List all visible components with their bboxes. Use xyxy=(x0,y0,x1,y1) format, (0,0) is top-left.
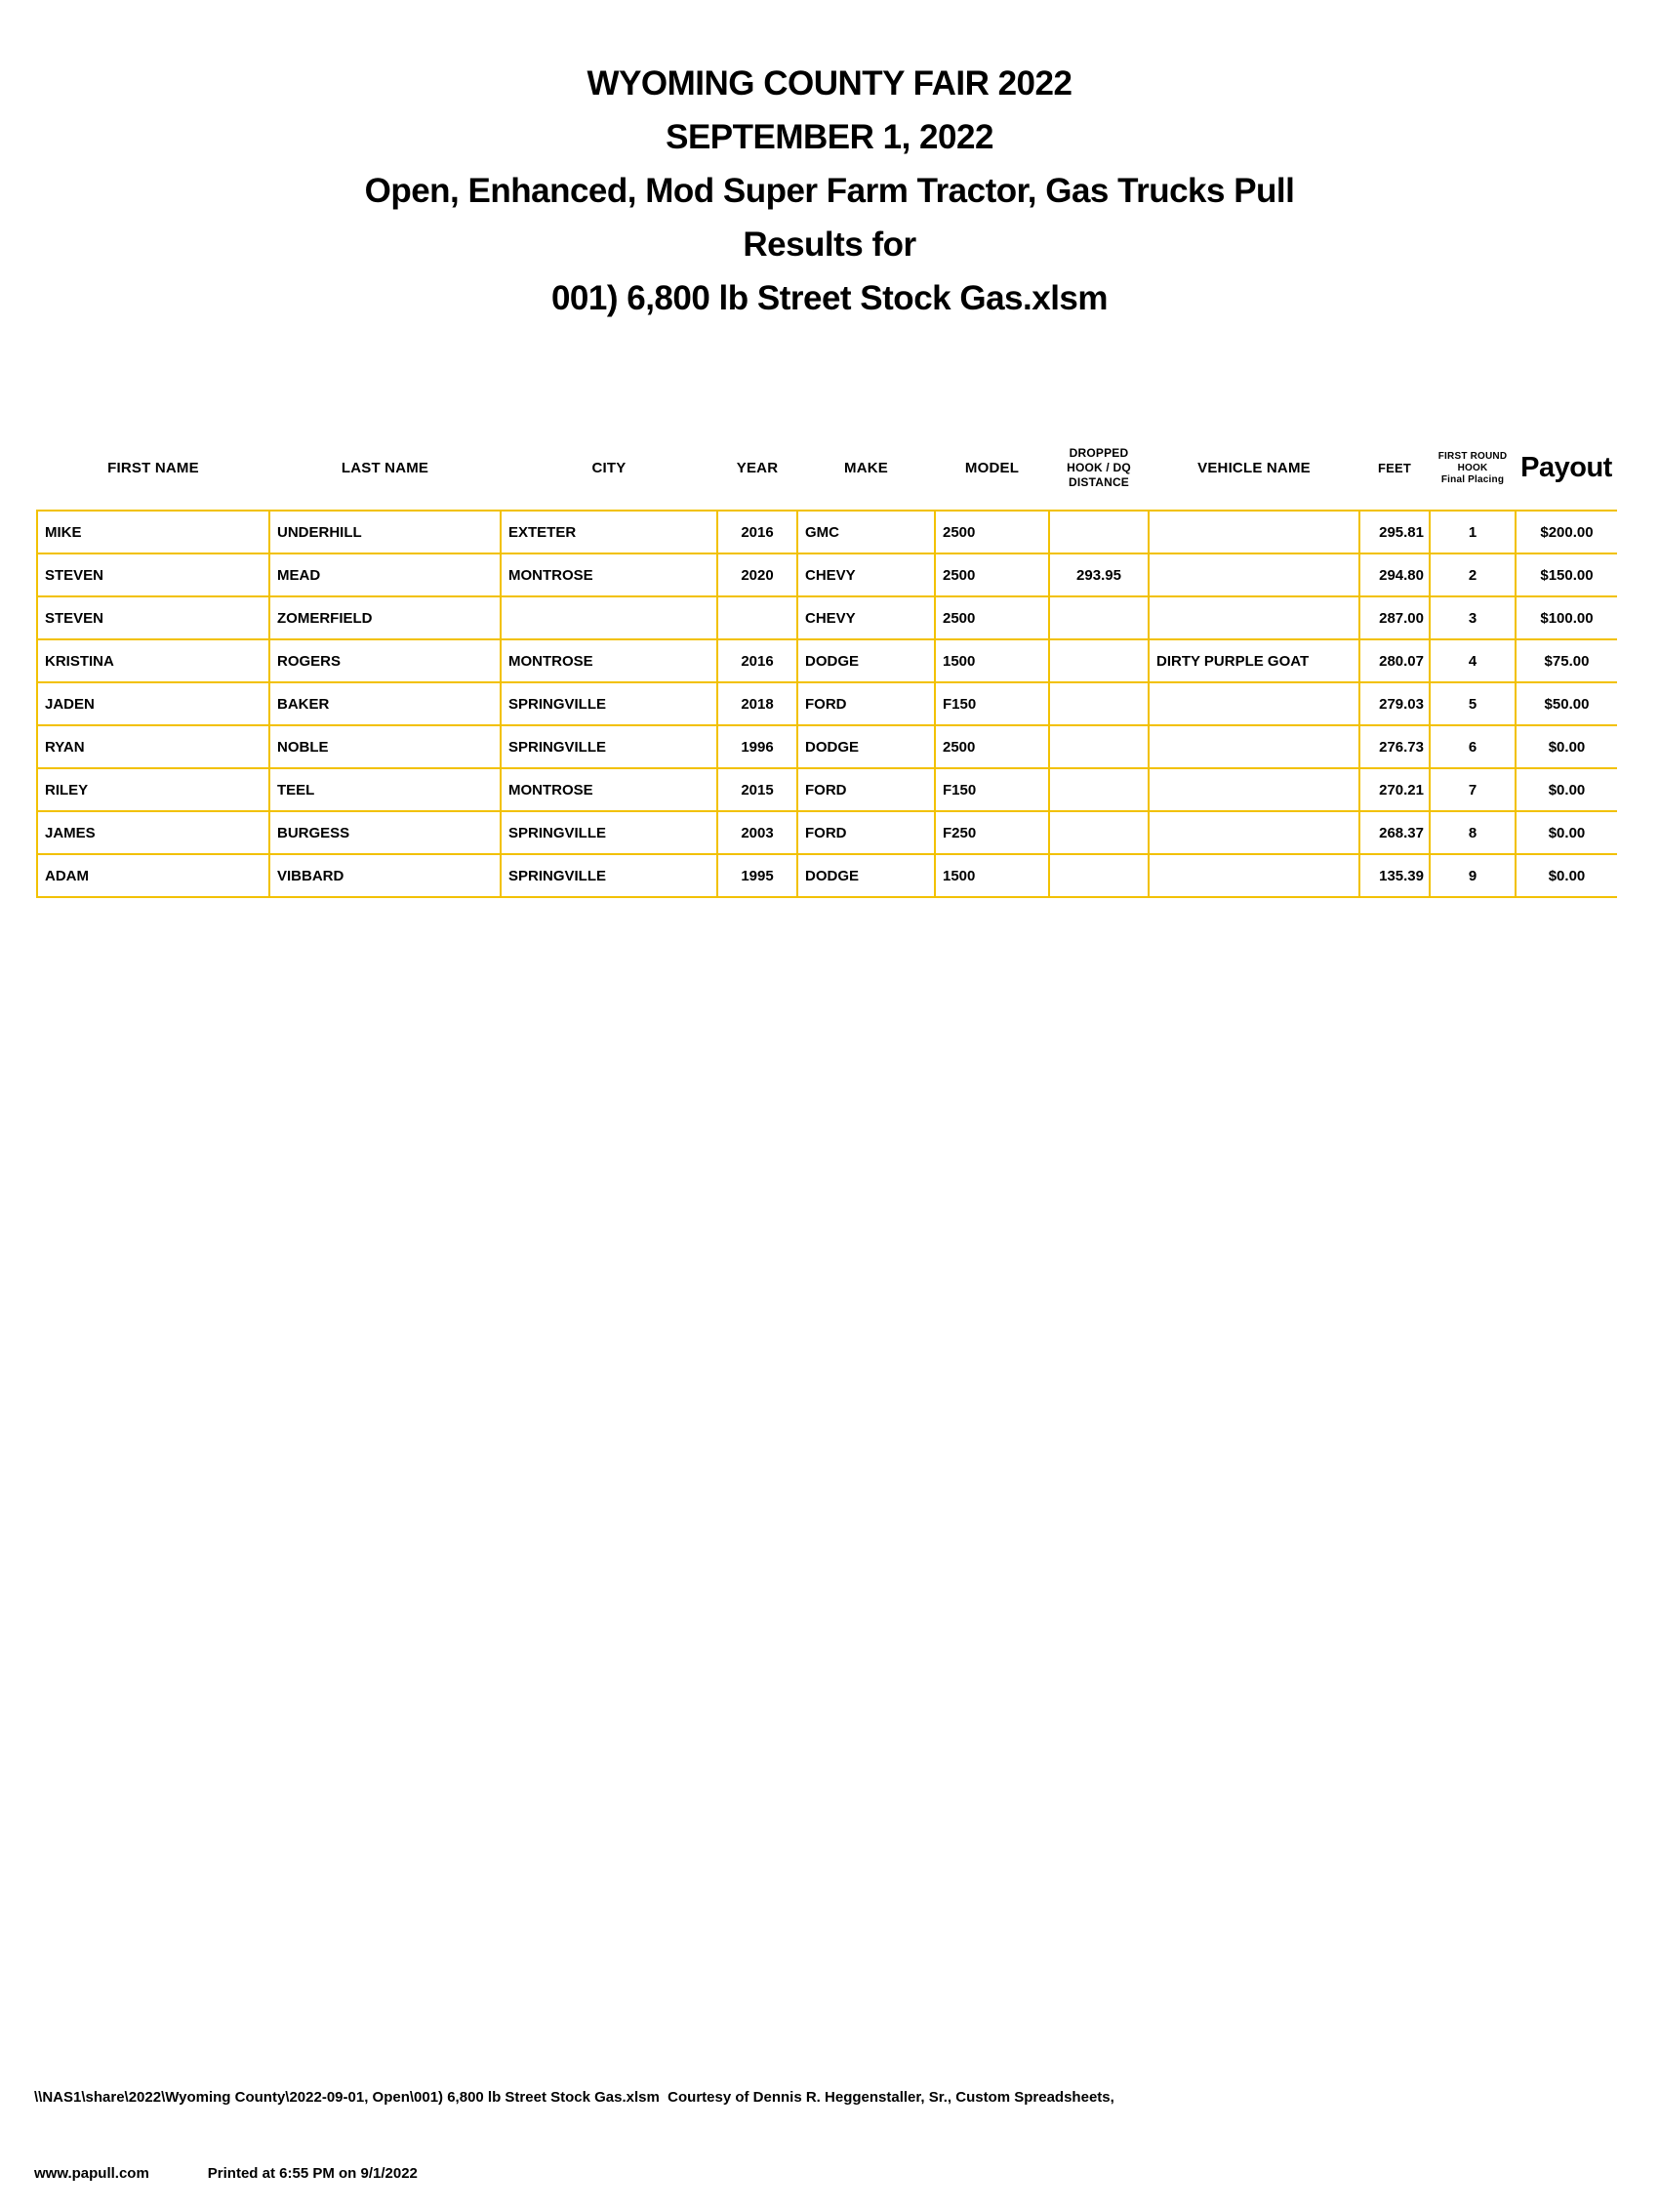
cell-payout: $150.00 xyxy=(1516,553,1617,596)
cell-first-name: KRISTINA xyxy=(37,639,269,682)
cell-model: F150 xyxy=(935,682,1049,725)
cell-payout: $75.00 xyxy=(1516,639,1617,682)
title-block xyxy=(0,57,1659,325)
cell-vehicle-name xyxy=(1149,768,1359,811)
table-row xyxy=(37,553,1617,596)
cell-last-name: TEEL xyxy=(269,768,501,811)
cell-vehicle-name: DIRTY PURPLE GOAT xyxy=(1149,639,1359,682)
cell-first-round-hook-final-placing: 1 xyxy=(1430,511,1516,553)
header-payout: Payout xyxy=(1520,452,1612,483)
footer xyxy=(34,2034,1635,2212)
table-row xyxy=(37,725,1617,768)
cell-model: 2500 xyxy=(935,725,1049,768)
cell-model: 2500 xyxy=(935,596,1049,639)
cell-year: 2016 xyxy=(717,511,797,553)
cell-feet: 294.80 xyxy=(1359,553,1430,596)
title-date: SEPTEMBER 1, 2022 xyxy=(666,118,993,156)
cell-make: DODGE xyxy=(797,725,935,768)
cell-first-name: MIKE xyxy=(37,511,269,553)
cell-last-name: NOBLE xyxy=(269,725,501,768)
header-model: MODEL xyxy=(964,460,1020,476)
cell-first-name: STEVEN xyxy=(37,596,269,639)
cell-first-round-hook-final-placing: 6 xyxy=(1430,725,1516,768)
cell-vehicle-name xyxy=(1149,596,1359,639)
cell-first-name: JAMES xyxy=(37,811,269,854)
cell-city: EXTETER xyxy=(501,511,717,553)
cell-last-name: BAKER xyxy=(269,682,501,725)
table-body xyxy=(37,511,1617,897)
cell-dropped-hook-dq-distance xyxy=(1049,768,1149,811)
cell-dropped-hook-dq-distance xyxy=(1049,811,1149,854)
table-row xyxy=(37,682,1617,725)
cell-payout: $50.00 xyxy=(1516,682,1617,725)
table-row xyxy=(37,511,1617,553)
cell-city: SPRINGVILLE xyxy=(501,811,717,854)
cell-feet: 279.03 xyxy=(1359,682,1430,725)
header-first-round-hook-final-placing: FIRST ROUND HOOK Final Placing xyxy=(1437,450,1508,485)
cell-vehicle-name xyxy=(1149,682,1359,725)
cell-feet: 270.21 xyxy=(1359,768,1430,811)
cell-feet: 276.73 xyxy=(1359,725,1430,768)
cell-first-round-hook-final-placing: 2 xyxy=(1430,553,1516,596)
cell-make: FORD xyxy=(797,682,935,725)
cell-model: F250 xyxy=(935,811,1049,854)
footer-printed-timestamp: Printed at 6:55 PM on 9/1/2022 xyxy=(207,2165,418,2182)
cell-dropped-hook-dq-distance xyxy=(1049,854,1149,897)
cell-city xyxy=(501,596,717,639)
cell-model: 2500 xyxy=(935,553,1049,596)
title-results-for: Results for xyxy=(743,225,916,264)
cell-city: SPRINGVILLE xyxy=(501,682,717,725)
cell-year: 2015 xyxy=(717,768,797,811)
cell-dropped-hook-dq-distance xyxy=(1049,511,1149,553)
title-classes: Open, Enhanced, Mod Super Farm Tractor, Gas Trucks Pull xyxy=(364,172,1295,210)
cell-payout: $200.00 xyxy=(1516,511,1617,553)
cell-make: FORD xyxy=(797,768,935,811)
cell-dropped-hook-dq-distance: 293.95 xyxy=(1049,553,1149,596)
cell-city: MONTROSE xyxy=(501,553,717,596)
cell-year: 1995 xyxy=(717,854,797,897)
cell-make: CHEVY xyxy=(797,596,935,639)
header-city: CITY xyxy=(591,460,627,476)
cell-year: 2003 xyxy=(717,811,797,854)
cell-city: SPRINGVILLE xyxy=(501,854,717,897)
footer-file-path: \\NAS1\share\2022\Wyoming County\2022-09-01, Open\001) 6,800 lb Street Stock Gas.xlsm Courtesy of Dennis R. Heggenstaller, Sr., Custom Spreadsheets, xyxy=(34,2089,1114,2106)
cell-first-round-hook-final-placing: 9 xyxy=(1430,854,1516,897)
cell-first-round-hook-final-placing: 5 xyxy=(1430,682,1516,725)
cell-last-name: VIBBARD xyxy=(269,854,501,897)
cell-year: 2020 xyxy=(717,553,797,596)
cell-first-name: STEVEN xyxy=(37,553,269,596)
cell-last-name: BURGESS xyxy=(269,811,501,854)
header-make: MAKE xyxy=(844,460,888,476)
cell-city: MONTROSE xyxy=(501,639,717,682)
cell-last-name: ZOMERFIELD xyxy=(269,596,501,639)
cell-payout: $100.00 xyxy=(1516,596,1617,639)
table-row xyxy=(37,854,1617,897)
cell-model: F150 xyxy=(935,768,1049,811)
cell-model: 1500 xyxy=(935,854,1049,897)
cell-year: 1996 xyxy=(717,725,797,768)
table-header-row xyxy=(37,427,1617,511)
cell-city: SPRINGVILLE xyxy=(501,725,717,768)
cell-vehicle-name xyxy=(1149,854,1359,897)
cell-make: DODGE xyxy=(797,639,935,682)
cell-dropped-hook-dq-distance xyxy=(1049,682,1149,725)
cell-last-name: MEAD xyxy=(269,553,501,596)
cell-dropped-hook-dq-distance xyxy=(1049,725,1149,768)
cell-first-name: JADEN xyxy=(37,682,269,725)
cell-make: GMC xyxy=(797,511,935,553)
cell-payout: $0.00 xyxy=(1516,811,1617,854)
table-row xyxy=(37,596,1617,639)
cell-first-name: RILEY xyxy=(37,768,269,811)
table-row xyxy=(37,811,1617,854)
cell-dropped-hook-dq-distance xyxy=(1049,639,1149,682)
footer-website: www.papull.com xyxy=(34,2165,149,2182)
footer-line2 xyxy=(34,2161,1635,2187)
cell-vehicle-name xyxy=(1149,811,1359,854)
cell-vehicle-name xyxy=(1149,511,1359,553)
header-first-name: FIRST NAME xyxy=(107,460,199,476)
cell-payout: $0.00 xyxy=(1516,725,1617,768)
cell-last-name: ROGERS xyxy=(269,639,501,682)
cell-vehicle-name xyxy=(1149,553,1359,596)
cell-first-round-hook-final-placing: 4 xyxy=(1430,639,1516,682)
cell-first-round-hook-final-placing: 8 xyxy=(1430,811,1516,854)
header-last-name: LAST NAME xyxy=(341,460,429,476)
cell-dropped-hook-dq-distance xyxy=(1049,596,1149,639)
cell-make: FORD xyxy=(797,811,935,854)
cell-year: 2016 xyxy=(717,639,797,682)
cell-first-round-hook-final-placing: 7 xyxy=(1430,768,1516,811)
cell-city: MONTROSE xyxy=(501,768,717,811)
header-dropped-hook-dq-distance: DROPPED HOOK / DQ DISTANCE xyxy=(1067,446,1131,489)
cell-vehicle-name xyxy=(1149,725,1359,768)
cell-feet: 287.00 xyxy=(1359,596,1430,639)
title-filename: 001) 6,800 lb Street Stock Gas.xlsm xyxy=(550,279,1109,317)
cell-payout: $0.00 xyxy=(1516,854,1617,897)
table-row xyxy=(37,768,1617,811)
cell-year: 2018 xyxy=(717,682,797,725)
cell-model: 1500 xyxy=(935,639,1049,682)
header-feet: FEET xyxy=(1377,461,1412,475)
cell-feet: 135.39 xyxy=(1359,854,1430,897)
table-row xyxy=(37,639,1617,682)
cell-feet: 295.81 xyxy=(1359,511,1430,553)
results-table xyxy=(36,427,1617,898)
cell-first-name: RYAN xyxy=(37,725,269,768)
cell-feet: 280.07 xyxy=(1359,639,1430,682)
header-vehicle-name: VEHICLE NAME xyxy=(1197,460,1311,476)
cell-payout: $0.00 xyxy=(1516,768,1617,811)
cell-make: DODGE xyxy=(797,854,935,897)
header-year: YEAR xyxy=(736,460,779,476)
cell-first-name: ADAM xyxy=(37,854,269,897)
cell-last-name: UNDERHILL xyxy=(269,511,501,553)
cell-year xyxy=(717,596,797,639)
cell-model: 2500 xyxy=(935,511,1049,553)
cell-make: CHEVY xyxy=(797,553,935,596)
title-event: WYOMING COUNTY FAIR 2022 xyxy=(587,64,1072,102)
cell-feet: 268.37 xyxy=(1359,811,1430,854)
cell-first-round-hook-final-placing: 3 xyxy=(1430,596,1516,639)
